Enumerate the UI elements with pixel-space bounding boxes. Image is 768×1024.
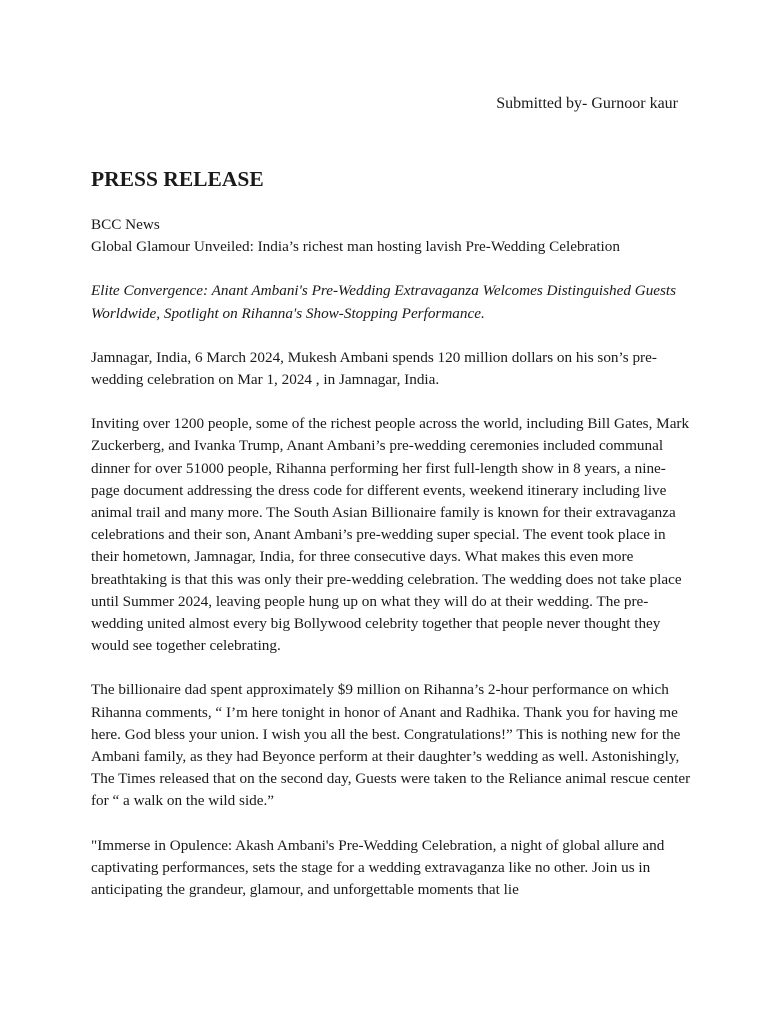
submitted-by: Submitted by- Gurnoor kaur: [496, 95, 678, 112]
document-body: [91, 164, 691, 901]
paragraph-rihanna: The billionaire dad spent approximately $9 million on Rihanna’s 2-hour performance on which Rihanna comments, “ I’m here tonight in honor of Anant and Radhika. Thank you for having me here. God bless your union. I wish you all the best. Congratulations!” This is nothing new for the Ambani family, as they had Beyonce perform at their daughter’s wedding as well. Astonishingly, The Times released that on the second day, Guests were taken to the Reliance animal rescue center for “ a walk on the wild side.”: [91, 681, 691, 810]
subheadline: Elite Convergence: Anant Ambani's Pre-Wedding Extravaganza Welcomes Distinguished Guests Worldwide, Spotlight on Rihanna's Show-Stopping Performance.: [91, 282, 677, 322]
page-title: PRESS RELEASE: [91, 167, 264, 191]
headline: Global Glamour Unveiled: India’s richest man hosting lavish Pre-Wedding Celebration: [91, 238, 620, 256]
paragraph-guests: Inviting over 1200 people, some of the richest people across the world, including Bill Gates, Mark Zuckerberg, and Ivanka Trump, Anant Ambani’s pre-wedding ceremonies included communal dinner for over 51000 people, Rihanna performing her first full-length show in 8 years, a nine-page document addressing the dress code for different events, weekend itinerary including live animal trail and many more. The South Asian Billionaire family is known for their extravaganza celebrations and their son, Anant Ambani’s pre-wedding super special. The event took place in their hometown, Jamnagar, India, for three consecutive days. What makes this even more breathtaking is that this was only their pre-wedding celebration. The wedding does not take place until Summer 2024, leaving people hung up on what they will do at their wedding. The pre-wedding united almost every big Bollywood celebrity together that people never thought they would see together celebrating.: [91, 415, 690, 655]
news-source: BCC News: [91, 216, 160, 233]
paragraph-quote: "Immerse in Opulence: Akash Ambani's Pre-Wedding Celebration, a night of global allure and captivating performances, sets the stage for a wedding extravaganza like no other. Join us in anticipating the grandeur, glamour, and unforgettable moments that lie: [91, 836, 665, 899]
paragraph-dateline: Jamnagar, India, 6 March 2024, Mukesh Ambani spends 120 million dollars on his son’s pre-wedding celebration on Mar 1, 2024 , in Jamnagar, India.: [91, 348, 657, 389]
